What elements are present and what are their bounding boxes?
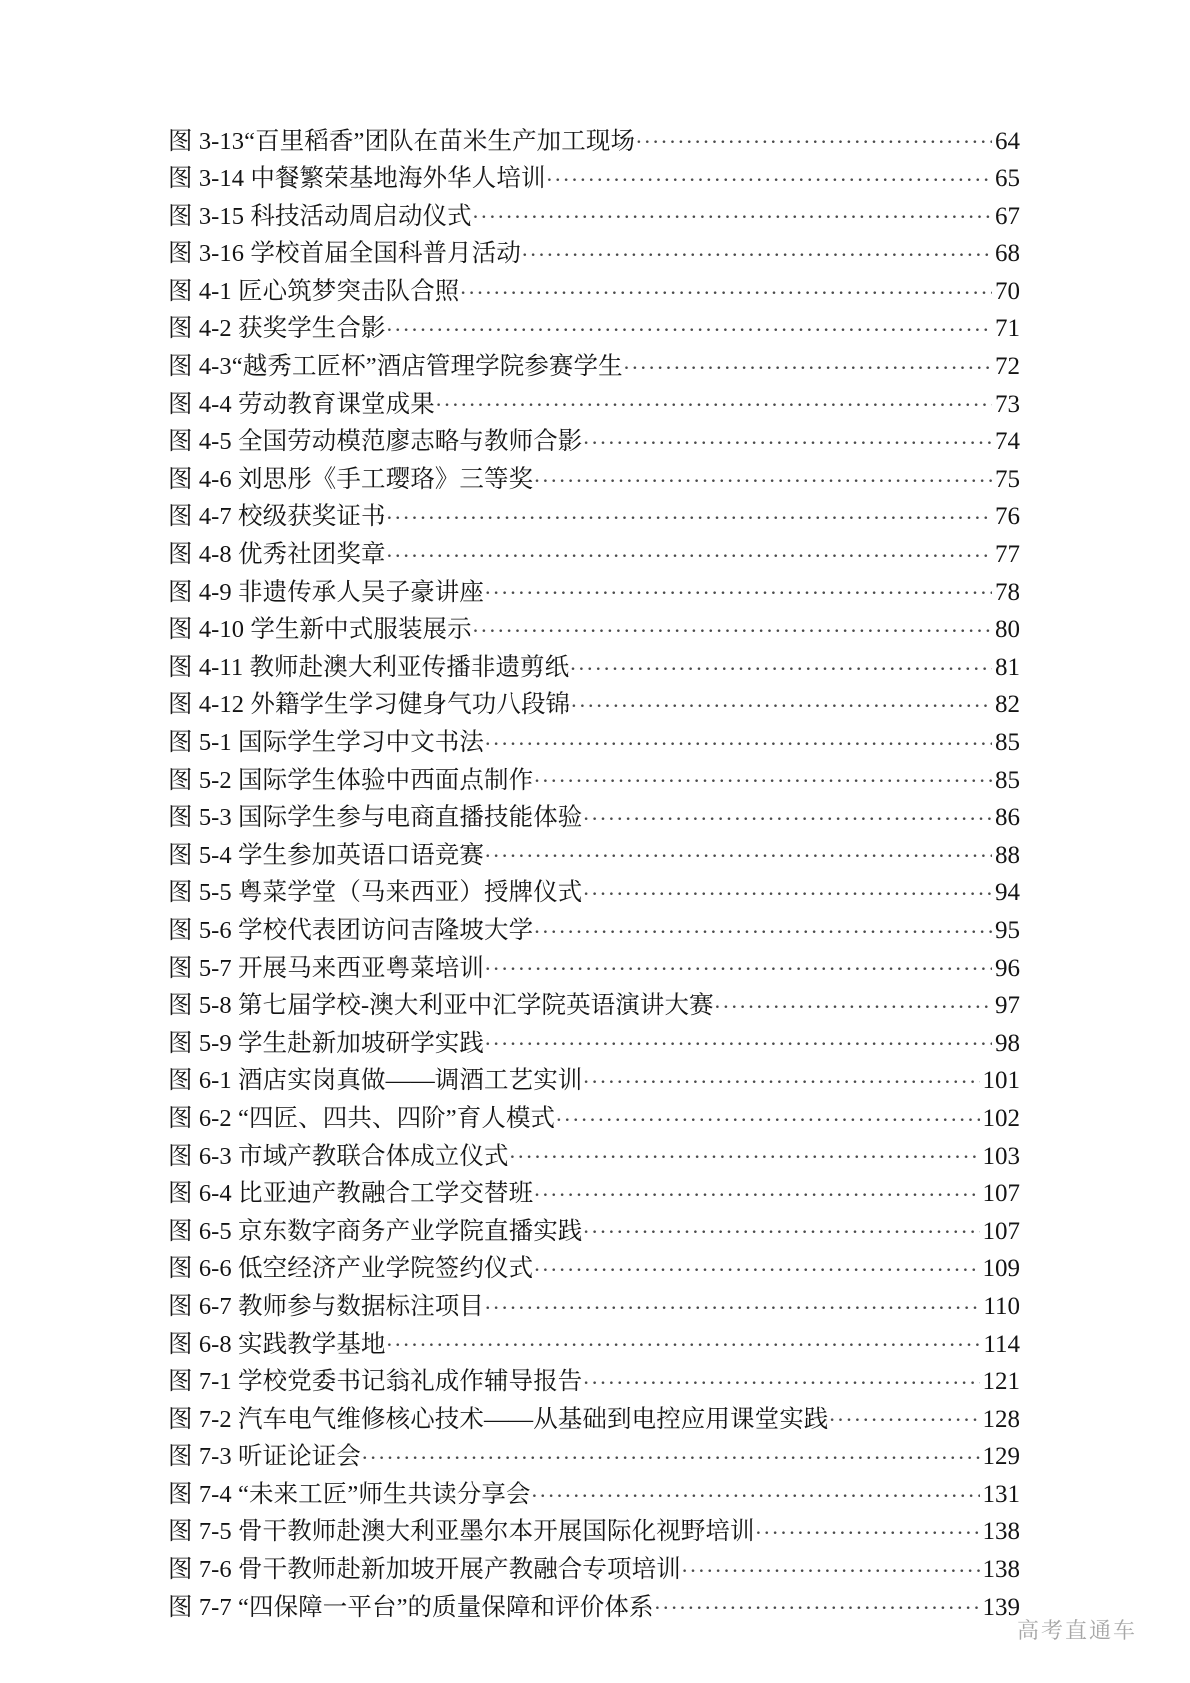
figure-caption: 图 7-5 骨干教师赴澳大利亚墨尔本开展国际化视野培训 xyxy=(168,1518,755,1546)
leader-dots xyxy=(473,199,992,224)
page-number: 101 xyxy=(982,1067,1020,1095)
page-number: 131 xyxy=(982,1480,1020,1508)
list-of-figures-entry[interactable] xyxy=(168,951,1020,989)
leader-dots xyxy=(387,312,992,337)
leader-dots xyxy=(387,1327,981,1352)
list-of-figures-entry[interactable] xyxy=(168,1327,1020,1365)
leader-dots xyxy=(583,1064,979,1089)
leader-dots xyxy=(624,350,992,375)
figure-caption: 图 6-4 比亚迪产教融合工学交替班 xyxy=(168,1180,534,1208)
figure-caption: 图 4-1 匠心筑梦突击队合照 xyxy=(168,277,460,305)
page-number: 85 xyxy=(995,766,1020,794)
figure-caption: 图 4-2 获奖学生合影 xyxy=(168,315,386,343)
list-of-figures-entry[interactable] xyxy=(168,387,1020,425)
leader-dots xyxy=(583,876,992,901)
leader-dots xyxy=(485,575,992,600)
list-of-figures-body xyxy=(168,124,1020,1628)
list-of-figures-entry[interactable] xyxy=(168,1590,1020,1628)
page-number: 138 xyxy=(982,1518,1020,1546)
list-of-figures-entry[interactable] xyxy=(168,801,1020,839)
leader-dots xyxy=(522,237,992,262)
leader-dots xyxy=(534,913,992,938)
figure-caption: 图 4-11 教师赴澳大利亚传播非遗剪纸 xyxy=(168,653,570,681)
page-number: 88 xyxy=(995,841,1020,869)
figure-caption: 图 5-6 学校代表团访问吉隆坡大学 xyxy=(168,916,534,944)
figure-caption: 图 6-3 市域产教联合体成立仪式 xyxy=(168,1142,509,1170)
page-number: 107 xyxy=(982,1217,1020,1245)
page-number: 128 xyxy=(982,1405,1020,1433)
list-of-figures-entry[interactable] xyxy=(168,650,1020,688)
figure-caption: 图 7-7 “四保障一平台”的质量保障和评价体系 xyxy=(168,1593,654,1621)
figure-caption: 图 4-12 外籍学生学习健身气功八段锦 xyxy=(168,691,571,719)
list-of-figures xyxy=(168,124,1020,1628)
figure-caption: 图 7-6 骨干教师赴新加坡开展产教融合专项培训 xyxy=(168,1556,681,1584)
list-of-figures-entry[interactable] xyxy=(168,1515,1020,1553)
list-of-figures-entry[interactable] xyxy=(168,1289,1020,1327)
list-of-figures-entry[interactable] xyxy=(168,1064,1020,1102)
list-of-figures-entry[interactable] xyxy=(168,124,1020,162)
page-number: 96 xyxy=(995,954,1020,982)
figure-caption: 图 7-1 学校党委书记翁礼成作辅导报告 xyxy=(168,1368,583,1396)
figure-caption: 图 4-6 刘思彤《手工璎珞》三等奖 xyxy=(168,465,534,493)
figure-caption: 图 5-7 开展马来西亚粤菜培训 xyxy=(168,954,485,982)
list-of-figures-entry[interactable] xyxy=(168,350,1020,388)
list-of-figures-entry[interactable] xyxy=(168,989,1020,1027)
page-number: 107 xyxy=(982,1180,1020,1208)
leader-dots xyxy=(534,462,992,487)
list-of-figures-entry[interactable] xyxy=(168,1139,1020,1177)
figure-caption: 图 6-2 “四匠、四共、四阶”育人模式 xyxy=(168,1104,556,1132)
page-number: 72 xyxy=(995,353,1020,381)
figure-caption: 图 4-8 优秀社团奖章 xyxy=(168,541,386,569)
list-of-figures-entry[interactable] xyxy=(168,274,1020,312)
figure-caption: 图 5-5 粤菜学堂（马来西亚）授牌仪式 xyxy=(168,879,583,907)
page-number: 81 xyxy=(995,653,1020,681)
list-of-figures-entry[interactable] xyxy=(168,688,1020,726)
leader-dots xyxy=(485,838,992,863)
page-number: 74 xyxy=(995,428,1020,456)
page-number: 110 xyxy=(983,1292,1020,1320)
page-number: 65 xyxy=(995,165,1020,193)
figure-caption: 图 4-4 劳动教育课堂成果 xyxy=(168,390,435,418)
page-number: 86 xyxy=(995,804,1020,832)
page-number: 114 xyxy=(983,1330,1020,1358)
page-number: 71 xyxy=(995,315,1020,343)
page-number: 102 xyxy=(982,1104,1020,1132)
leader-dots xyxy=(829,1402,979,1427)
list-of-figures-entry[interactable] xyxy=(168,462,1020,500)
leader-dots xyxy=(655,1590,980,1615)
figure-caption: 图 7-3 听证论证会 xyxy=(168,1443,362,1471)
page-number: 138 xyxy=(982,1556,1020,1584)
figure-caption: 图 6-7 教师参与数据标注项目 xyxy=(168,1292,485,1320)
list-of-figures-entry[interactable] xyxy=(168,538,1020,576)
list-of-figures-entry[interactable] xyxy=(168,1101,1020,1139)
page-number: 73 xyxy=(995,390,1020,418)
figure-caption: 图 3-16 学校首届全国科普月活动 xyxy=(168,240,521,268)
leader-dots xyxy=(715,989,992,1014)
page-number: 109 xyxy=(982,1255,1020,1283)
figure-caption: 图 3-15 科技活动周启动仪式 xyxy=(168,202,472,230)
leader-dots xyxy=(387,538,992,563)
page-number: 67 xyxy=(995,202,1020,230)
figure-caption: 图 5-4 学生参加英语口语竞赛 xyxy=(168,841,485,869)
figure-caption: 图 4-9 非遗传承人吴子豪讲座 xyxy=(168,578,485,606)
list-of-figures-entry[interactable] xyxy=(168,237,1020,275)
leader-dots xyxy=(636,124,992,149)
page-number: 94 xyxy=(995,879,1020,907)
page-number: 75 xyxy=(995,465,1020,493)
page-number: 70 xyxy=(995,277,1020,305)
leader-dots xyxy=(682,1553,980,1578)
list-of-figures-entry[interactable] xyxy=(168,1177,1020,1215)
list-of-figures-entry[interactable] xyxy=(168,162,1020,200)
page-number: 97 xyxy=(995,992,1020,1020)
page-number: 139 xyxy=(982,1593,1020,1621)
leader-dots xyxy=(485,726,992,751)
figure-caption: 图 7-2 汽车电气维修核心技术——从基础到电控应用课堂实践 xyxy=(168,1405,829,1433)
figure-caption: 图 5-9 学生赴新加坡研学实践 xyxy=(168,1029,485,1057)
figure-caption: 图 3-13“百里稻香”团队在苗米生产加工现场 xyxy=(168,127,636,155)
list-of-figures-entry[interactable] xyxy=(168,500,1020,538)
leader-dots xyxy=(583,425,992,450)
list-of-figures-entry[interactable] xyxy=(168,913,1020,951)
figure-caption: 图 4-5 全国劳动模范廖志略与教师合影 xyxy=(168,428,583,456)
leader-dots xyxy=(436,387,992,412)
list-of-figures-entry[interactable] xyxy=(168,199,1020,237)
leader-dots xyxy=(583,801,992,826)
page-number: 103 xyxy=(982,1142,1020,1170)
page-number: 95 xyxy=(995,916,1020,944)
leader-dots xyxy=(570,650,992,675)
page-number: 68 xyxy=(995,240,1020,268)
list-of-figures-entry[interactable] xyxy=(168,763,1020,801)
list-of-figures-entry[interactable] xyxy=(168,1365,1020,1403)
figure-caption: 图 3-14 中餐繁荣基地海外华人培训 xyxy=(168,165,546,193)
page-number: 77 xyxy=(995,541,1020,569)
leader-dots xyxy=(534,1252,979,1277)
figure-caption: 图 6-8 实践教学基地 xyxy=(168,1330,386,1358)
list-of-figures-entry[interactable] xyxy=(168,1440,1020,1478)
leader-dots xyxy=(532,1477,980,1502)
list-of-figures-entry[interactable] xyxy=(168,1214,1020,1252)
figure-caption: 图 6-1 酒店实岗真做——调酒工艺实训 xyxy=(168,1067,583,1095)
leader-dots xyxy=(556,1101,979,1126)
leader-dots xyxy=(473,613,992,638)
page-number: 76 xyxy=(995,503,1020,531)
watermark: 高考直通车 xyxy=(1016,1618,1137,1643)
page-number: 121 xyxy=(982,1368,1020,1396)
leader-dots xyxy=(485,951,992,976)
page-number: 85 xyxy=(995,729,1020,756)
list-of-figures-entry[interactable] xyxy=(168,1553,1020,1591)
list-of-figures-entry[interactable] xyxy=(168,1477,1020,1515)
page-number: 78 xyxy=(995,578,1020,606)
list-of-figures-entry[interactable] xyxy=(168,876,1020,914)
leader-dots xyxy=(756,1515,980,1540)
list-of-figures-entry[interactable] xyxy=(168,1026,1020,1064)
leader-dots xyxy=(362,1440,979,1465)
figure-caption: 图 7-4 “未来工匠”师生共读分享会 xyxy=(168,1480,531,1508)
leader-dots xyxy=(460,274,992,299)
figure-caption: 图 6-5 京东数字商务产业学院直播实践 xyxy=(168,1217,583,1245)
list-of-figures-entry[interactable] xyxy=(168,838,1020,876)
page-number: 129 xyxy=(982,1443,1020,1471)
leader-dots xyxy=(534,763,992,788)
leader-dots xyxy=(547,162,992,187)
page-number: 82 xyxy=(995,691,1020,719)
list-of-figures-entry[interactable] xyxy=(168,312,1020,350)
list-of-figures-entry[interactable] xyxy=(168,726,1020,764)
page-number: 80 xyxy=(995,616,1020,644)
list-of-figures-entry[interactable] xyxy=(168,1402,1020,1440)
page-number: 98 xyxy=(995,1029,1020,1057)
list-of-figures-entry[interactable] xyxy=(168,425,1020,463)
figure-caption: 图 5-3 国际学生参与电商直播技能体验 xyxy=(168,804,583,832)
leader-dots xyxy=(485,1289,980,1314)
figure-caption: 图 4-7 校级获奖证书 xyxy=(168,503,386,531)
figure-caption: 图 5-8 第七届学校-澳大利亚中汇学院英语演讲大赛 xyxy=(168,992,714,1020)
list-of-figures-entry[interactable] xyxy=(168,613,1020,651)
figure-caption: 图 5-2 国际学生体验中西面点制作 xyxy=(168,766,534,794)
leader-dots xyxy=(387,500,992,525)
figure-caption: 图 6-6 低空经济产业学院签约仪式 xyxy=(168,1255,534,1283)
leader-dots xyxy=(510,1139,980,1164)
leader-dots xyxy=(485,1026,992,1051)
list-of-figures-entry[interactable] xyxy=(168,575,1020,613)
figure-caption: 图 5-1 国际学生学习中文书法 xyxy=(168,729,485,756)
leader-dots xyxy=(583,1214,979,1239)
list-of-figures-entry[interactable] xyxy=(168,1252,1020,1290)
leader-dots xyxy=(571,688,992,713)
leader-dots xyxy=(534,1177,979,1202)
figure-caption: 图 4-3“越秀工匠杯”酒店管理学院参赛学生 xyxy=(168,353,623,381)
figure-caption: 图 4-10 学生新中式服装展示 xyxy=(168,616,472,644)
leader-dots xyxy=(583,1365,979,1390)
page-number: 64 xyxy=(995,127,1020,155)
